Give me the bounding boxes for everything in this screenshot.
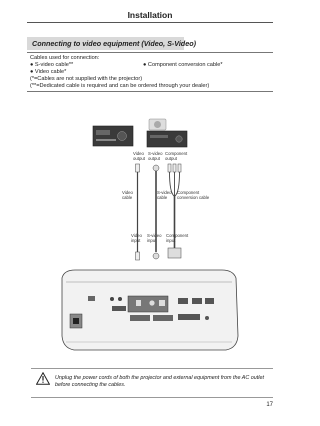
connection-diagram bbox=[0, 115, 300, 360]
dvd-player-device bbox=[147, 119, 187, 147]
video-output-label: Video output bbox=[133, 151, 145, 161]
caution-line-1: Unplug the power cords of both the projector and external equipment from the AC outlet bbox=[55, 375, 264, 381]
cable-item-component: ● Component conversion cable* bbox=[143, 62, 223, 68]
caution-text bbox=[55, 375, 264, 389]
info-divider bbox=[27, 91, 273, 92]
caution-line-2: before connecting the cables. bbox=[55, 382, 126, 388]
projector-rear-panel bbox=[62, 270, 238, 350]
video-cable bbox=[136, 164, 140, 260]
component-input-label: Component input bbox=[166, 233, 189, 243]
svideo-output-label: S-video output bbox=[148, 151, 163, 161]
warning-icon bbox=[36, 372, 50, 390]
svideo-cable-label: S-video cable bbox=[157, 190, 172, 200]
page-title: Installation bbox=[127, 10, 173, 20]
page-number: 17 bbox=[266, 402, 273, 408]
title-divider bbox=[27, 22, 273, 23]
video-input-label: Video input bbox=[131, 233, 142, 243]
cable-item-video: ● Video cable* bbox=[30, 69, 67, 75]
av-receiver-device bbox=[93, 126, 133, 146]
component-cable-label: Component conversion cable bbox=[177, 190, 210, 200]
component-conversion-cable bbox=[168, 164, 181, 258]
cables-intro: Cables used for connection: bbox=[30, 55, 100, 61]
cables-note-1: (*=Cables are not supplied with the projector) bbox=[30, 76, 143, 82]
component-output-label: Component output bbox=[165, 151, 188, 161]
video-cable-label: Video cable bbox=[122, 190, 133, 200]
svideo-cable bbox=[153, 165, 159, 259]
section-divider bbox=[27, 52, 273, 53]
cable-item-svideo: ● S-video cable** bbox=[30, 62, 74, 68]
svideo-input-label: S-video input bbox=[147, 233, 162, 243]
cables-note-2: (**=Dedicated cable is required and can be ordered through your dealer) bbox=[30, 83, 210, 89]
section-title: Connecting to video equipment (Video, S-Video) bbox=[32, 39, 196, 48]
